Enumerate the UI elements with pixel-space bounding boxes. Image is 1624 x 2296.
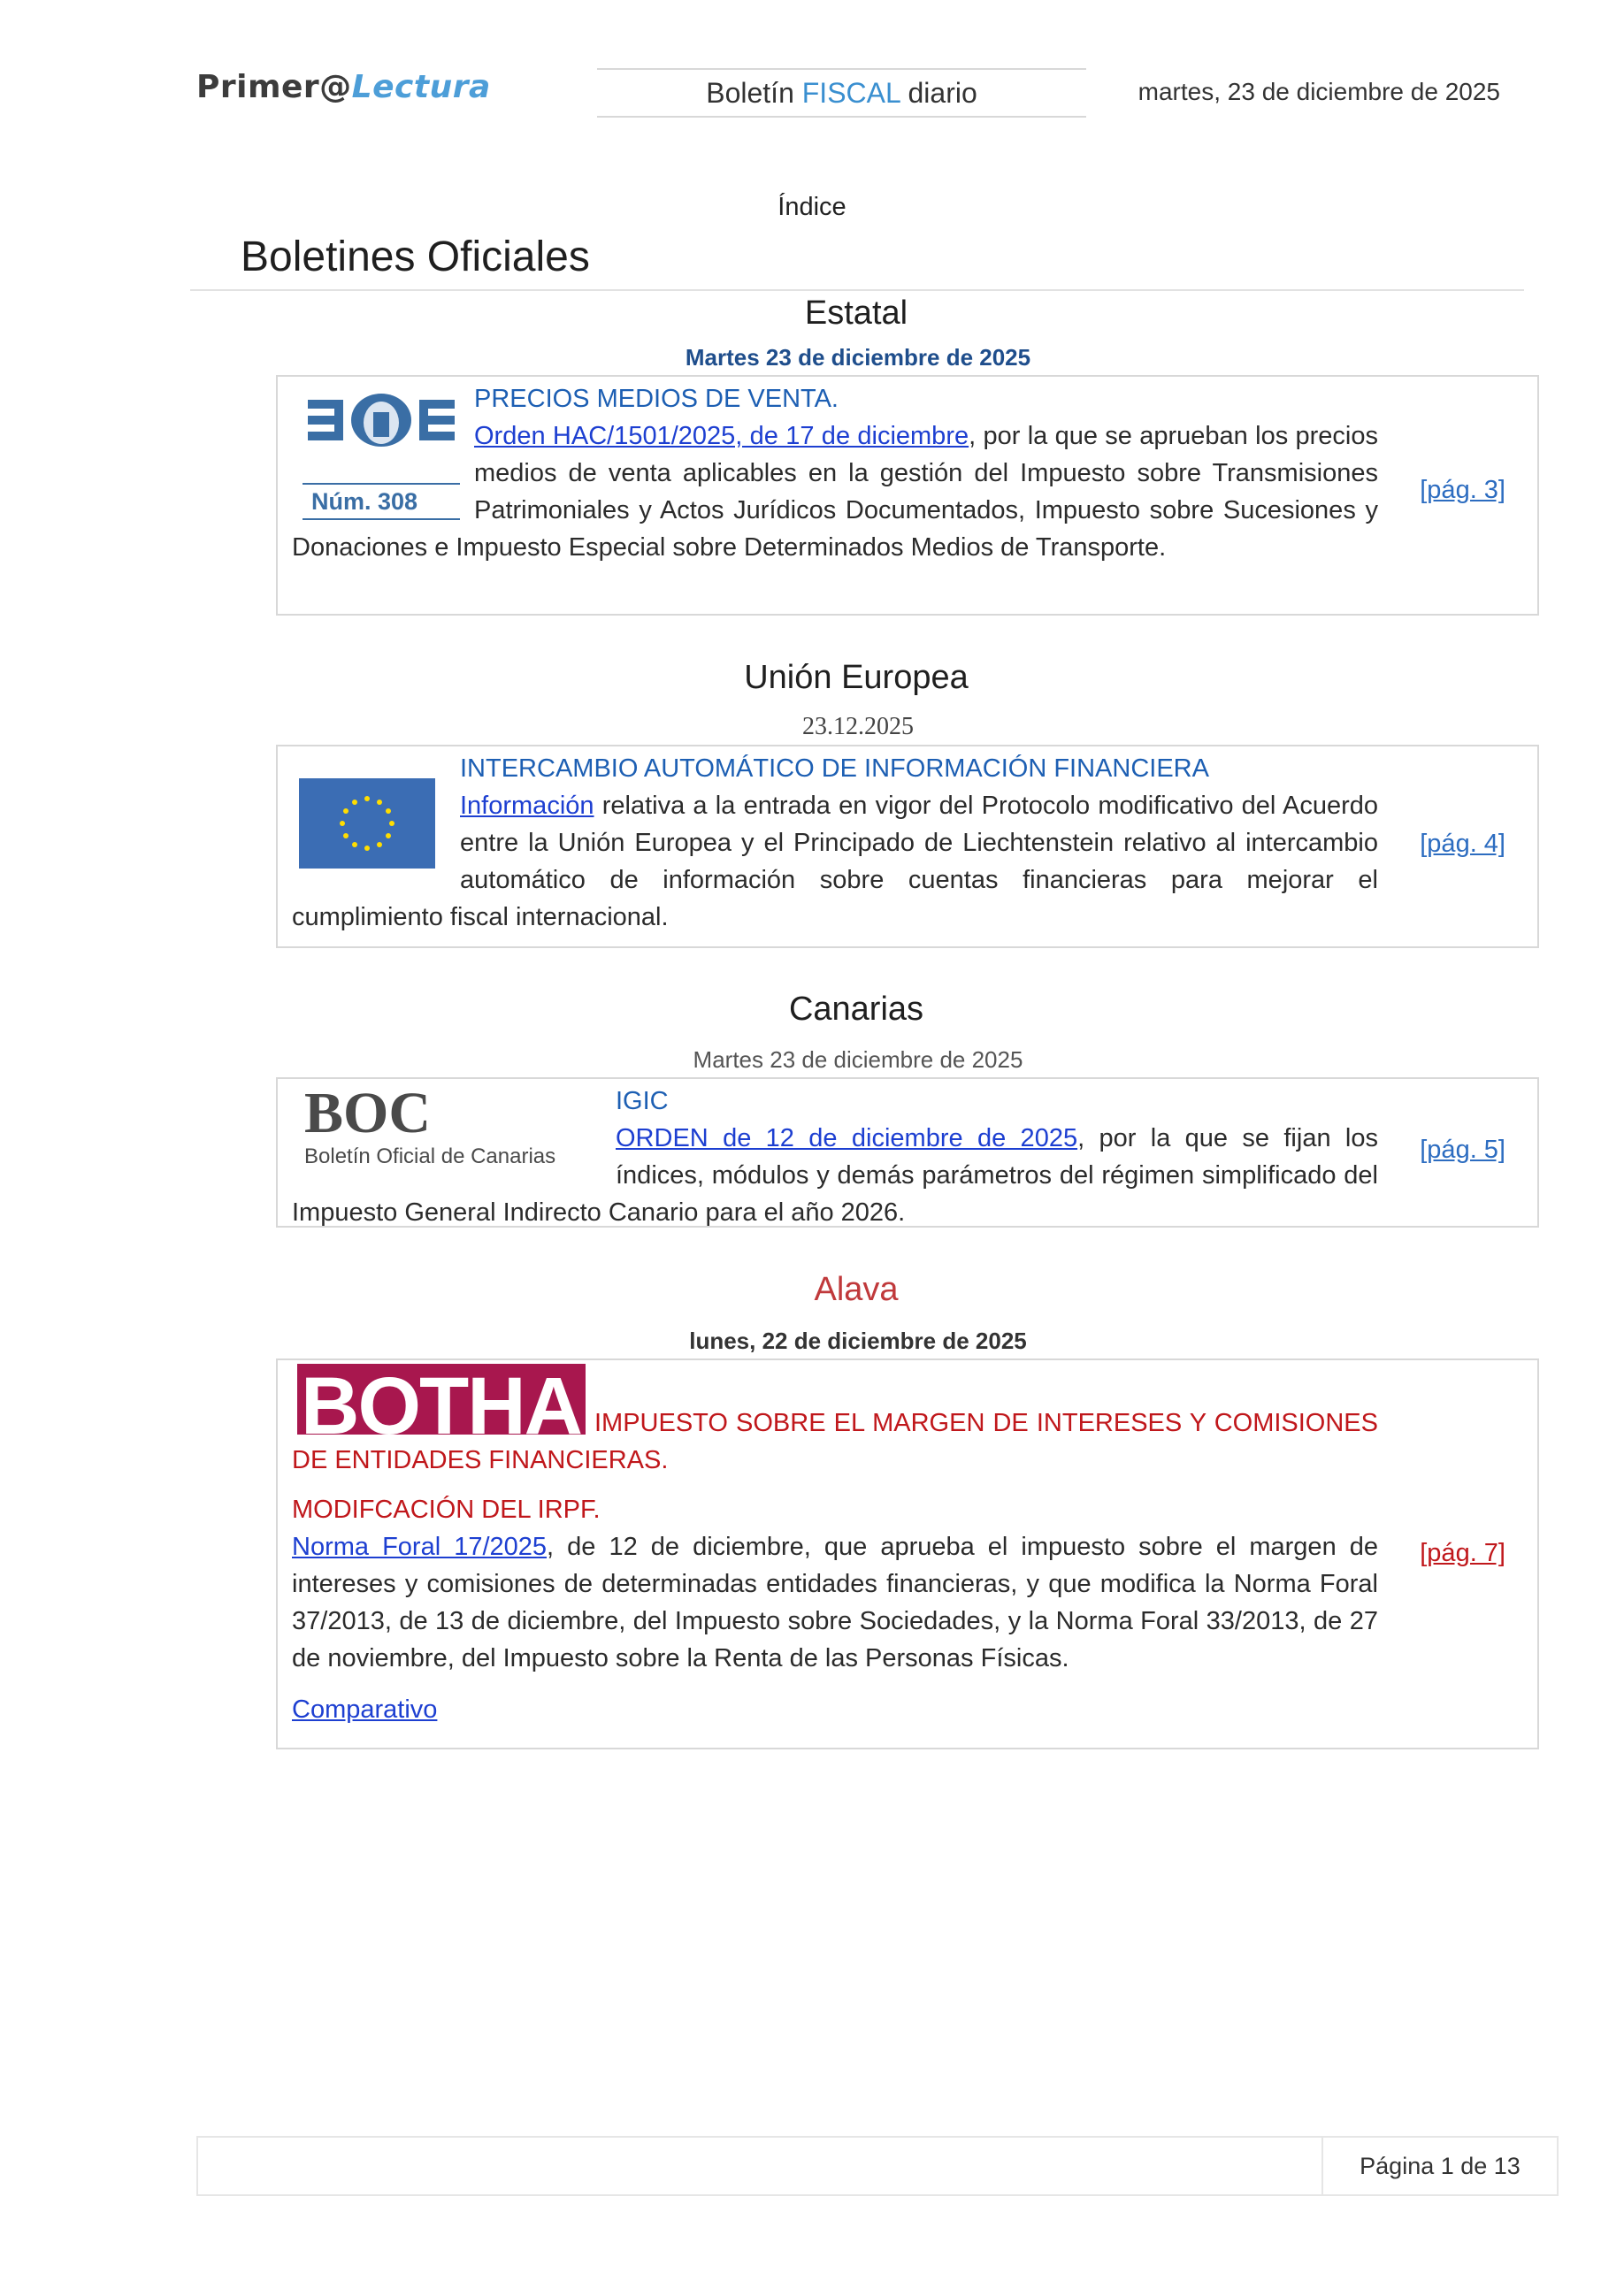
ue-page-link[interactable]: [pág. 4]: [1420, 830, 1505, 858]
bulletin-title-post: diario: [900, 77, 977, 109]
alava-logo-spacer: [292, 1404, 594, 1440]
section-divider: [190, 289, 1524, 291]
estatal-page-link[interactable]: [pág. 3]: [1420, 476, 1505, 504]
alava-date: lunes, 22 de diciembre de 2025: [689, 1328, 1027, 1354]
ue-date: 23.12.2025: [802, 713, 914, 740]
estatal-entry: [276, 375, 1539, 616]
canarias-logo-spacer: [292, 1083, 616, 1190]
alava-title: IMPUESTO SOBRE EL MARGEN DE INTERESES Y COMISIONES DE ENTIDADES FINANCIERAS.: [292, 1409, 1378, 1474]
ue-heading: Unión Europea: [744, 659, 969, 696]
ue-body: relativa a la entrada en vigor del Protocolo modificativo del Acuerdo entre la Unión Europea y el Principado de Liechtenstein relativo al intercambio automático de información sobre cuentas financieras para mejorar el cumplimiento fiscal internacional.: [292, 792, 1378, 931]
header-date: martes, 23 de diciembre de 2025: [1138, 78, 1500, 105]
estatal-heading: Estatal: [804, 295, 908, 332]
ue-entry: [276, 745, 1539, 948]
alava-entry: [276, 1358, 1539, 1749]
canarias-title: IGIC: [616, 1087, 669, 1115]
primeralectura-logo: [196, 69, 491, 105]
boc-logo-subtitle: Boletín Oficial de Canarias: [304, 1144, 556, 1168]
alava-body: , de 12 de diciembre, que aprueba el impuesto sobre el margen de intereses y comisiones de determinadas entidades financieras, y que modifica la Norma Foral 37/2013, de 13 de diciembre, del Impuesto sobre Sociedades, y la Norma Foral 33/2013, de 27 de noviembre, del Impuesto sobre la Renta de las Personas Físicas.: [292, 1533, 1379, 1672]
estatal-logo-spacer: [292, 380, 474, 527]
estatal-date: Martes 23 de diciembre de 2025: [685, 344, 1031, 371]
estatal-text: [292, 380, 1378, 566]
page-number: Página 1 de 13: [1321, 2138, 1557, 2194]
bulletin-title-fiscal: FISCAL: [801, 77, 900, 109]
botha-logo-text: BOTHA: [301, 1364, 582, 1435]
alava-heading: Alava: [814, 1271, 899, 1308]
canarias-date: Martes 23 de diciembre de 2025: [693, 1046, 1023, 1073]
logo-part1: Primer@: [196, 69, 352, 105]
estatal-body: , por la que se aprueban los precios medios de venta aplicables en la gestión del Impuesto sobre Transmisiones Patrimoniales y Actos Jurídicos Documentados, Impuesto sobre Sucesiones y Donaciones e Impuesto Especial sobre Determinados Medios de Transporte.: [292, 422, 1379, 562]
footer: [196, 2136, 1559, 2196]
boe-number: Núm. 308: [311, 488, 418, 515]
canarias-body: , por la que se fijan los índices, módulos y demás parámetros del régimen simplificado del Impuesto General Indirecto Canario para el año 2026.: [292, 1124, 1378, 1227]
alava-link[interactable]: Norma Foral 17/2025: [292, 1533, 548, 1561]
alava-title2: MODIFCACIÓN DEL IRPF.: [292, 1496, 601, 1524]
canarias-link[interactable]: ORDEN de 12 de diciembre de 2025: [616, 1124, 1078, 1152]
ue-logo-spacer: [292, 750, 460, 897]
canarias-page-link[interactable]: [pág. 5]: [1420, 1136, 1505, 1164]
ue-link[interactable]: Información: [460, 792, 594, 820]
bulletin-title: [597, 68, 1086, 118]
canarias-text: [292, 1083, 1378, 1231]
bulletin-title-pre: Boletín: [706, 77, 802, 109]
section-title: Boletines Oficiales: [241, 233, 590, 280]
comparativo-link[interactable]: Comparativo: [292, 1695, 438, 1724]
index-heading: Índice: [778, 193, 846, 221]
ue-text: [292, 750, 1378, 936]
boc-logo-text: BOC: [304, 1081, 432, 1145]
canarias-heading: Canarias: [788, 991, 924, 1028]
alava-text: [292, 1404, 1378, 1728]
logo-part2: Lectura: [351, 69, 491, 105]
ue-title: INTERCAMBIO AUTOMÁTICO DE INFORMACIÓN FINANCIERA: [460, 754, 1209, 783]
canarias-entry: [276, 1077, 1539, 1228]
estatal-title: PRECIOS MEDIOS DE VENTA.: [474, 385, 839, 413]
estatal-link[interactable]: Orden HAC/1501/2025, de 17 de diciembre: [474, 422, 969, 450]
alava-page-link[interactable]: [pág. 7]: [1420, 1539, 1505, 1567]
